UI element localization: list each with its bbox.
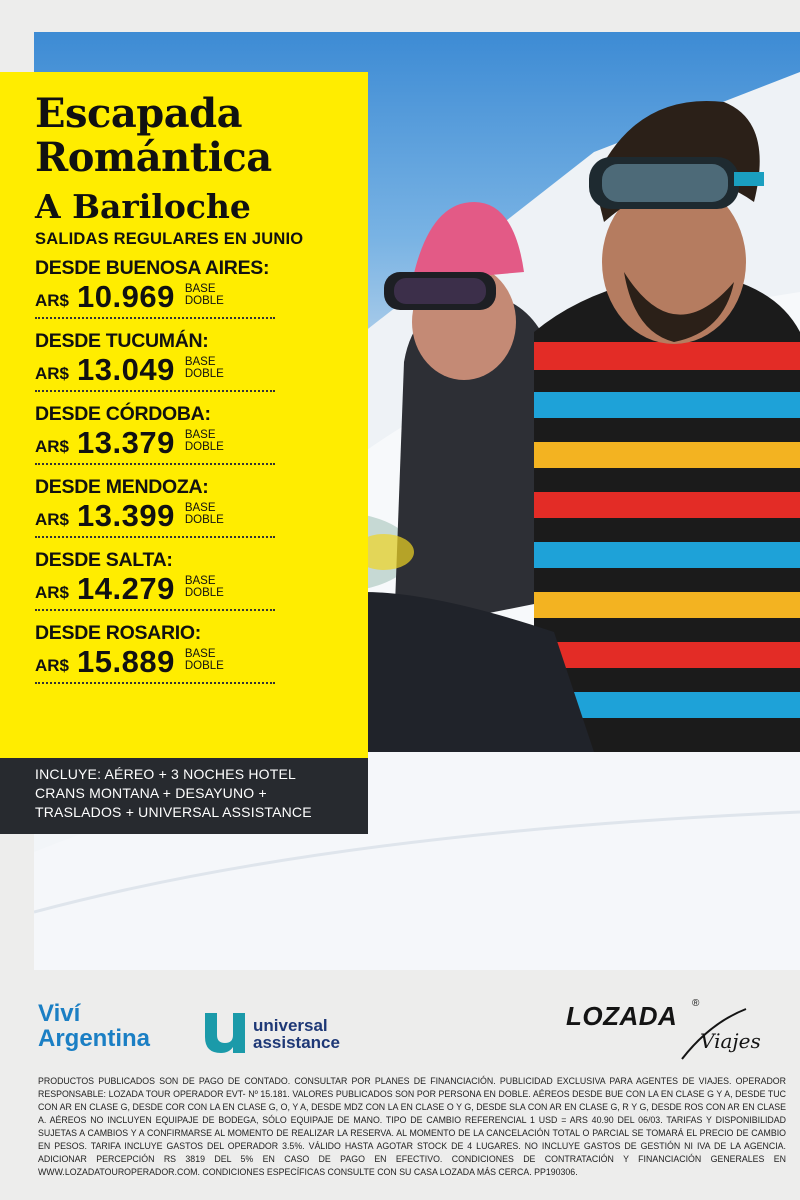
price-currency: AR$ [35, 364, 70, 383]
price-currency: AR$ [35, 437, 70, 456]
price-basis-line2: DOBLE [184, 660, 224, 672]
origin-item [35, 403, 275, 476]
universal-assistance-logo [253, 1017, 340, 1051]
origin-label: DESDE ROSARIO: [35, 622, 201, 644]
promo-title-line2: Romántica [35, 134, 272, 181]
origin-item [35, 476, 275, 549]
price-basis-line1: BASE [184, 648, 216, 660]
price-basis-line1: BASE [184, 429, 216, 441]
vivi-logo-line2: Argentina [38, 1025, 151, 1052]
price-basis [185, 575, 225, 599]
price-row [35, 427, 275, 465]
price-basis-line2: DOBLE [184, 587, 224, 599]
price-row [35, 354, 275, 392]
lozada-logo: LOZADA [566, 1001, 678, 1031]
price-basis [185, 429, 225, 453]
price-basis-line1: BASE [184, 356, 216, 368]
ua-logo-line1: universal [253, 1016, 328, 1035]
price-basis-line2: DOBLE [184, 514, 224, 526]
promo-panel [0, 72, 368, 758]
origin-label: DESDE SALTA: [35, 549, 173, 571]
price-row [35, 646, 275, 684]
price-basis-line2: DOBLE [184, 295, 224, 307]
lozada-viajes-wordmark: Viajes [700, 1029, 761, 1053]
price-currency: AR$ [35, 291, 70, 310]
vivi-logo-line1: Viví [38, 1000, 81, 1027]
price-amount: 13.049 [77, 352, 175, 387]
ua-logo-line2: assistance [253, 1033, 340, 1052]
promo-title-line1: Escapada [35, 90, 243, 137]
price-currency: AR$ [35, 656, 70, 675]
price-amount: 15.889 [77, 644, 175, 679]
price-basis-line2: DOBLE [184, 368, 224, 380]
registered-mark: ® [692, 998, 700, 1009]
origin-item [35, 622, 275, 695]
price-basis-line1: BASE [184, 575, 216, 587]
price-amount: 13.379 [77, 425, 175, 460]
origin-item [35, 257, 275, 330]
price-basis [185, 283, 225, 307]
origin-label: DESDE TUCUMÁN: [35, 330, 209, 352]
origin-item [35, 549, 275, 622]
promo-destination: A Bariloche [35, 187, 251, 226]
logos-row [0, 995, 800, 1065]
universal-assistance-mark-icon [203, 1013, 247, 1055]
legal-disclaimer: PRODUCTOS PUBLICADOS SON DE PAGO DE CONTADO. CONSULTAR POR PLANES DE FINANCIACIÓN. PUBLICIDAD EXCLUSIVA PARA AGENTES DE VIAJES. OPERADOR RESPONSABLE: LOZADA TOUR OPERADOR EVT- Nº 15.181. VALORES PUBLICADOS SON POR PERSONA EN DOBLE. AÉREOS DESDE BUE CON LA EN CLASE G Y A, DESDE TUC CON AR EN CLASE G, DESDE COR CON LA EN CLASE G, O, Y A, DESDE MDZ CON LA EN CLASE O Y G, DESDE SLA CON AR EN CLASE G, R Y G, DESDE ROS CON AR EN CLASE A. AÉREOS NO INCLUYEN EQUIPAJE DE BODEGA, SÓLO EQUIPAJE DE MANO. TIPO DE CAMBIO REFERENCIAL 1 USD = ARS 40.90 DEL 06/03. TARIFAS Y DISPONIBILIDAD SUJETAS A CAMBIOS Y A CONFIRMARSE AL MOMENTO DE REALIZAR LA RESERVA. AL MOMENTO DE LA CANCELACIÓN TOTAL O PARCIAL SE TOMARÁ EL PRECIO DE CAMBIO EN PESOS. TARIFA INCLUYE GASTOS DEL OPERADOR 3.5%. VÁLIDO HASTA AGOTAR STOCK DE 4 LUGARES. NO INCLUYE GASTOS DE GESTIÓN NI IVA DE LA AGENCIA. ADICIONAR PERCEPCIÓN RS 3819 DEL 5% EN CASO DE PAGO EN EFECTIVO. CONDICIONES DE CONTRATACIÓN Y FINANCIACIÓN GENERALES EN WWW.LOZADATOUROPERADOR.COM. CONDICIONES ESPECÍFICAS CONSULTE CON SU CASA LOZADA MÁS CERCA. PP190306. [38, 1076, 786, 1177]
price-basis-line1: BASE [184, 283, 216, 295]
includes-text: INCLUYE: AÉREO + 3 NOCHES HOTEL CRANS MONTANA + DESAYUNO + TRASLADOS + UNIVERSAL ASSISTANCE [35, 766, 312, 820]
origin-label: DESDE CÓRDOBA: [35, 403, 211, 425]
origin-item [35, 330, 275, 403]
price-basis-line2: DOBLE [184, 441, 224, 453]
price-row [35, 500, 275, 538]
price-row [35, 573, 275, 611]
price-amount: 13.399 [77, 498, 175, 533]
price-currency: AR$ [35, 510, 70, 529]
promo-title [35, 92, 368, 180]
origin-label: DESDE MENDOZA: [35, 476, 209, 498]
price-basis-line1: BASE [184, 502, 216, 514]
price-basis [185, 356, 225, 380]
price-basis [185, 648, 225, 672]
price-basis [185, 502, 225, 526]
vivi-argentina-logo [38, 1001, 150, 1051]
promo-departure-dates: SALIDAS REGULARES EN JUNIO [35, 230, 304, 248]
origin-price-list [35, 257, 275, 695]
price-amount: 10.969 [77, 279, 175, 314]
price-currency: AR$ [35, 583, 70, 602]
price-row [35, 281, 275, 319]
price-amount: 14.279 [77, 571, 175, 606]
includes-band [0, 758, 368, 834]
origin-label: DESDE BUENOSA AIRES: [35, 257, 270, 279]
